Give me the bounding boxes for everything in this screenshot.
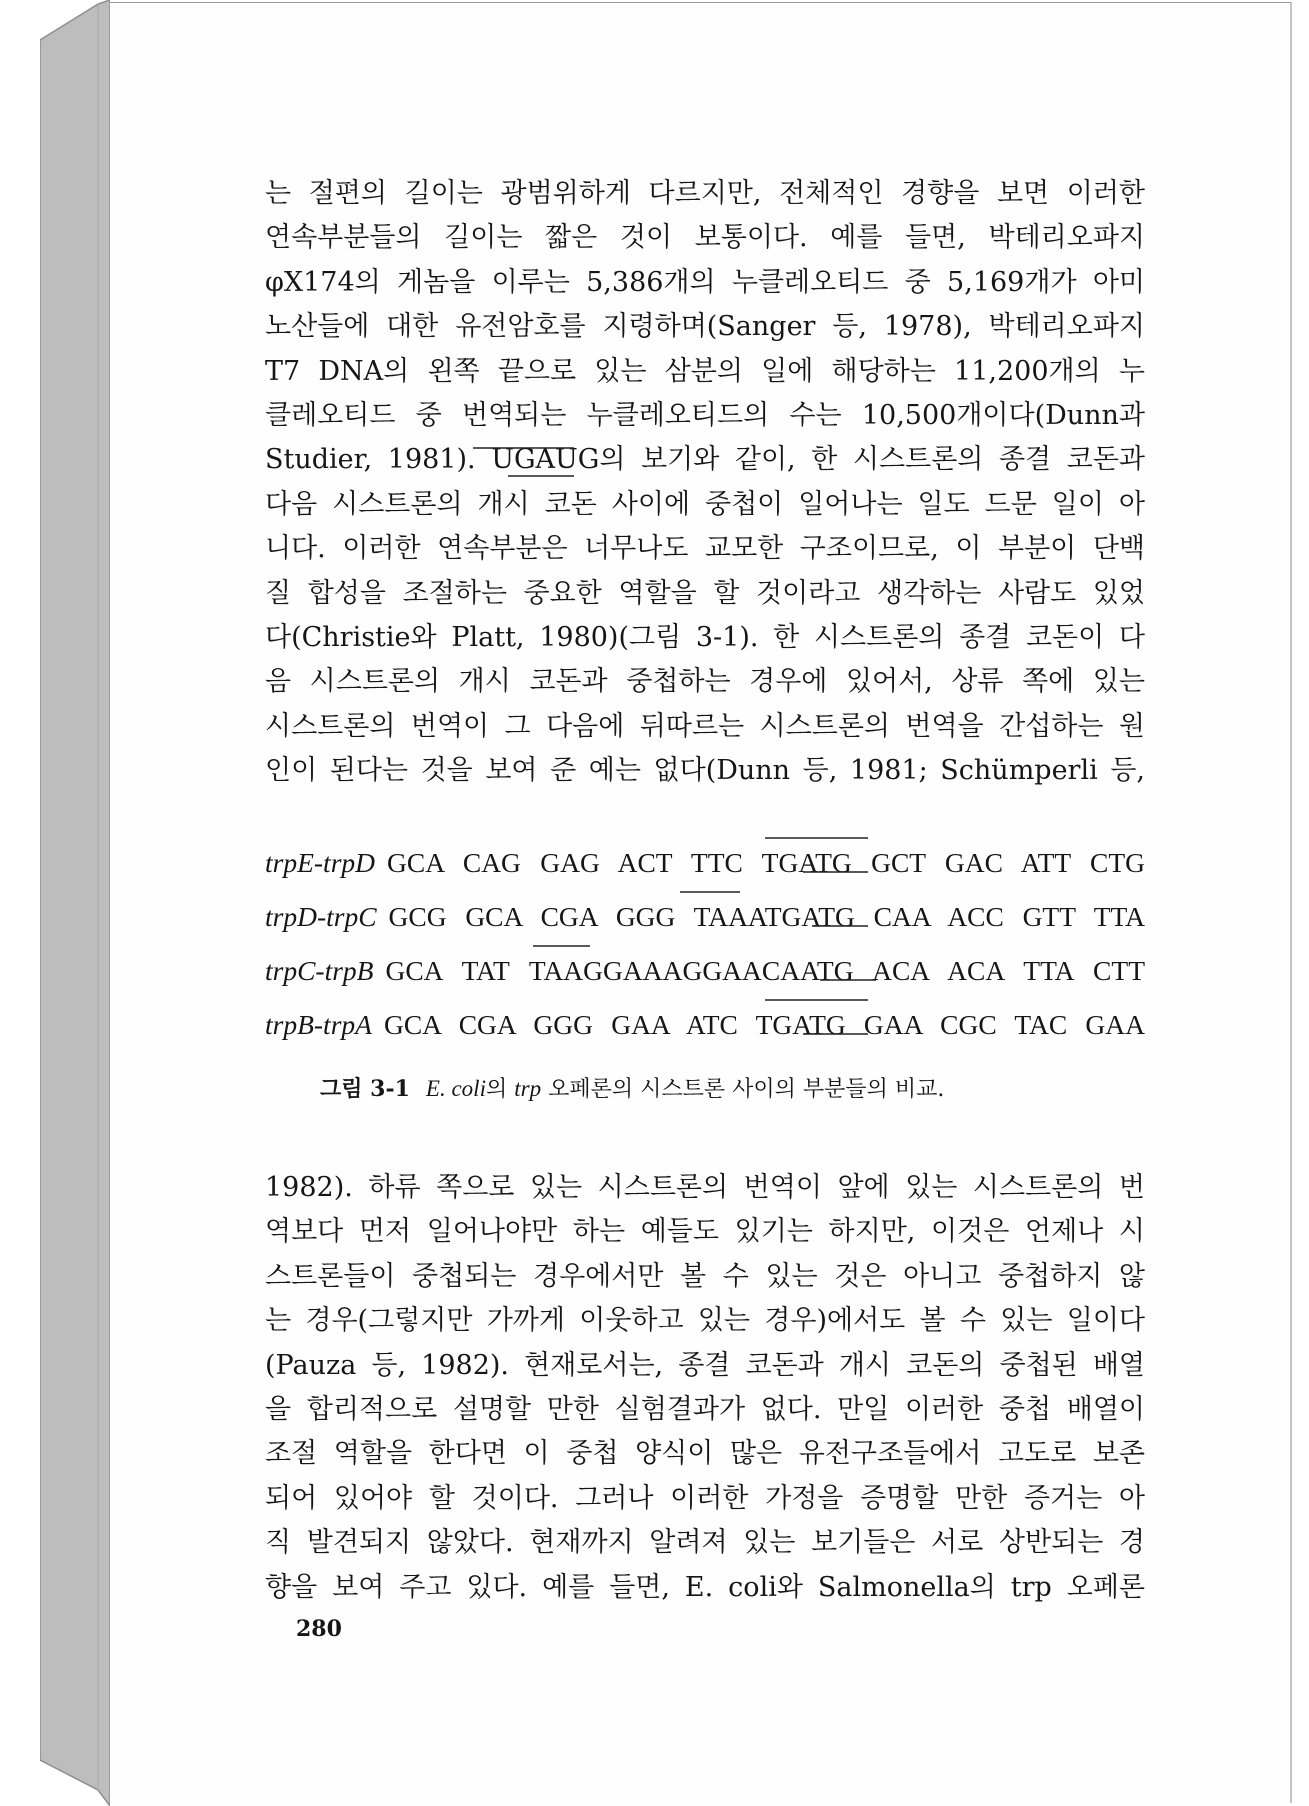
text-line: 연속부분들의 길이는 짧은 것이 보통이다. 예를 들면, 박테리오파지 <box>265 222 1145 254</box>
sequence-row <box>265 890 1145 944</box>
gene-pair-label: trpD-trpC <box>265 901 377 932</box>
text-line: φX174의 게놈을 이루는 5,386개의 누클레오티드 중 5,169개가 아미 <box>265 266 1145 298</box>
caption-organism: E. coli <box>425 1076 486 1101</box>
text-line: 인이 된다는 것을 보여 준 예는 없다(Dunn 등, 1981; Schümperli 등, <box>265 755 1145 787</box>
codon-sequence: GCA CGA GGG GAA ATC TGATG GAA CGC TAC GAA <box>383 1009 1145 1040</box>
text-line: 는 절편의 길이는 광범위하게 다르지만, 전체적인 경향을 보면 이러한 <box>265 178 1145 209</box>
gene-pair-label: trpC-trpB <box>265 955 374 986</box>
codon-sequence: GCG GCA CGA GGG TAAATGATG CAA ACC GTT TTA <box>388 901 1145 932</box>
text-line: 음 시스트론의 개시 코돈과 중첩하는 경우에 있어서, 상류 쪽에 있는 <box>265 666 1145 698</box>
text-line: Studier, 1981). UGAUG의 보기와 같이, 한 시스트론의 종결 코돈과 <box>265 444 1145 476</box>
caption-particle: 의 <box>485 1077 508 1102</box>
caption-gene: trp <box>514 1076 542 1101</box>
text-line: 니다. 이러한 연속부분은 너무나도 교모한 구조이므로, 이 부분이 단백 <box>265 533 1145 565</box>
text-line: 다(Christie와 Platt, 1980)(그림 3-1). 한 시스트론의 종결 코돈이 다 <box>265 621 1145 653</box>
caption-text: 오페론의 시스트론 사이의 부분들의 비교. <box>548 1077 945 1102</box>
gene-pair-label: trpE-trpD <box>265 847 375 878</box>
text-line: 스트론들이 중첩되는 경우에서만 볼 수 있는 것은 아니고 중첩하지 않 <box>265 1260 1145 1292</box>
text-line: 다음 시스트론의 개시 코돈 사이에 중첩이 일어나는 일도 드문 일이 아 <box>265 488 1145 520</box>
caption-label: 그림 3-1 <box>320 1076 410 1102</box>
gene-pair-label: trpB-trpA <box>265 1009 372 1040</box>
body-paragraph-bottom <box>265 1166 1145 1610</box>
sequence-row <box>265 836 1145 890</box>
text-line: 을 합리적으로 설명할 만한 실험결과가 없다. 만일 이러한 중첩 배열이 <box>265 1393 1145 1425</box>
text-line: 직 발견되지 않았다. 현재까지 알려져 있는 보기들은 서로 상반되는 경 <box>265 1527 1145 1559</box>
text-line: 1982). 하류 쪽으로 있는 시스트론의 번역이 앞에 있는 시스트론의 번 <box>265 1172 1145 1203</box>
figure-caption <box>320 1072 944 1103</box>
text-line: 노산들에 대한 유전암호를 지령하며(Sanger 등, 1978), 박테리오파지 <box>265 311 1145 343</box>
codon-sequence: GCA CAG GAG ACT TTC TGATG GCT GAC ATT CTG <box>387 847 1145 878</box>
sequence-figure <box>265 836 1145 1052</box>
text-line: 역보다 먼저 일어나야만 하는 예들도 있기는 하지만, 이것은 언제나 시 <box>265 1216 1145 1248</box>
sequence-row <box>265 998 1145 1052</box>
sequence-row <box>265 944 1145 998</box>
text-line: 향을 보여 주고 있다. 예를 들면, E. coli와 Salmonella의 trp 오페론 <box>265 1571 1145 1603</box>
text-line: (Pauza 등, 1982). 현재로서는, 종결 코돈과 개시 코돈의 중첩된 배열 <box>265 1349 1145 1381</box>
text-line: 조절 역할을 한다면 이 중첩 양식이 많은 유전구조들에서 고도로 보존 <box>265 1438 1145 1470</box>
page-number: 280 <box>296 1616 342 1642</box>
codon-sequence: GCA TAT TAAGGAAAGGAACAATG ACA ACA TTA CTT <box>385 955 1145 986</box>
text-line: T7 DNA의 왼쪽 끝으로 있는 삼분의 일에 해당하는 11,200개의 누 <box>265 355 1145 387</box>
text-line: 되어 있어야 할 것이다. 그러나 이러한 가정을 증명할 만한 증거는 아 <box>265 1482 1145 1514</box>
text-line: 시스트론의 번역이 그 다음에 뒤따르는 시스트론의 번역을 간섭하는 원 <box>265 710 1145 742</box>
text-line: 클레오티드 중 번역되는 누클레오티드의 수는 10,500개이다(Dunn과 <box>265 399 1145 431</box>
book-spine-edge <box>40 0 110 1806</box>
body-paragraph-top <box>265 172 1145 793</box>
text-line: 는 경우(그렇지만 가까게 이웃하고 있는 경우)에서도 볼 수 있는 일이다 <box>265 1305 1145 1337</box>
text-line: 질 합성을 조절하는 중요한 역할을 할 것이라고 생각하는 사람도 있었 <box>265 577 1145 609</box>
